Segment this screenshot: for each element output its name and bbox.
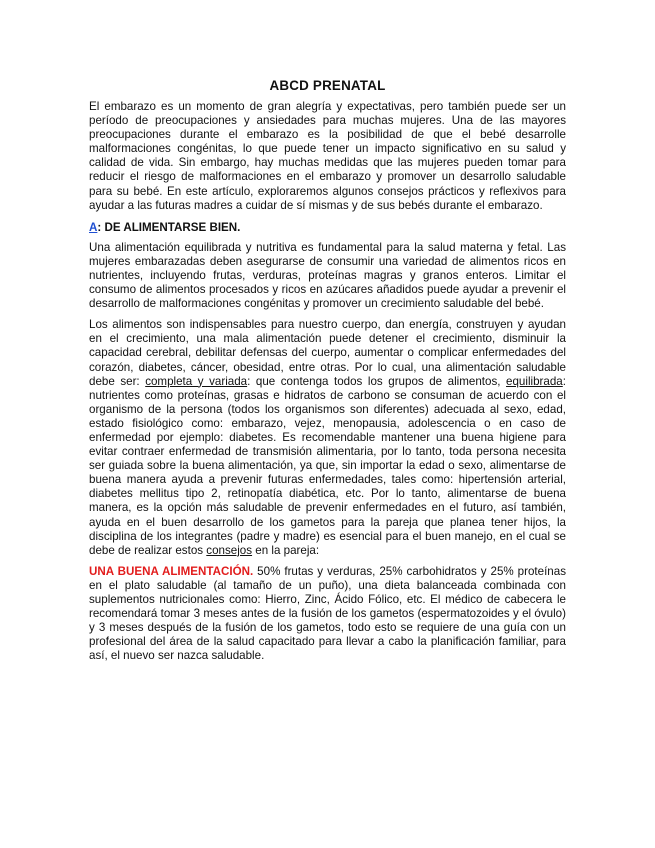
nutrition-paragraph: Una alimentación equilibrada y nutritiva es fundamental para la salud materna y fetal. Las mujeres embarazadas deben asegurarse de consumir una variedad de alimentos ricos en nutrientes, incluyendo frutas, verduras, proteínas magras y granos enteros. Limitar el consumo de alimentos procesados y ricos en azúcares añadidos puede ayudar a prevenir el desarrollo de malformaciones congénitas y promover un crecimiento saludable del bebé. xyxy=(89,240,566,311)
intro-paragraph: El embarazo es un momento de gran alegría y expectativas, pero también puede ser un período de preocupaciones y ansiedades para muchas mujeres. Una de las mayores preocupaciones durante el embarazo es la posibilidad de que el bebé desarrolle malformaciones congénitas, lo que puede tener un impacto significativo en su salud y calidad de vida. Sin embargo, hay muchas medidas que las mujeres pueden tomar para reducir el riesgo de malformaciones en el embarazo y promover un desarrollo saludable para su bebé. En este artículo, exploraremos algunos consejos prácticos y reflexivos para ayudar a las futuras madres a cuidar de sí mismas y de sus bebés durante el embarazo. xyxy=(89,100,566,212)
advice-term: consejos xyxy=(206,543,253,557)
foods-paragraph xyxy=(89,318,566,558)
complete-varied-term: completa y variada xyxy=(145,374,248,388)
good-nutrition-paragraph xyxy=(89,565,566,664)
section-a-heading xyxy=(89,221,566,234)
foods-text-4: en la pareja: xyxy=(252,543,320,557)
document-title: ABCD PRENATAL xyxy=(269,78,386,93)
good-nutrition-highlight: UNA BUENA ALIMENTACIÓN. xyxy=(89,564,254,578)
section-a-title: : DE ALIMENTARSE BIEN. xyxy=(97,220,241,234)
balanced-term: equilibrada xyxy=(506,374,563,388)
foods-text-2: : que contenga todos los grupos de alimentos, xyxy=(247,374,507,388)
good-nutrition-text: 50% frutas y verduras, 25% carbohidratos y 25% proteínas en el plato saludable (al tamaño de un puño), una dieta balanceada combinada con suplementos nutricionales como: Hierro, Zinc, Ácido Fólico, etc. El médico de cabecera le recomendará tomar 3 meses antes de la fusión de los gametos (espermatozoides y el óvulo) y 3 meses después de la fusión de los gametos, todo esto se requiere de una guía con un profesional del área de la salud capacitado para llevar a cabo la planificación familiar, para así, el nuevo ser nazca saludable. xyxy=(89,564,566,663)
section-a-link[interactable]: A xyxy=(89,220,98,234)
foods-text-1: Los alimentos son indispensables para nuestro cuerpo, dan energía, construyen y ayudan en el crecimiento, una mala alimentación puede detener el crecimiento, disminuir la capacidad cerebral, debilitar defensas del cuerpo, aumentar o complicar enfermedades del corazón, diabetes, cáncer, obesidad, entre otras. Por lo cual, una alimentación saludable debe ser: xyxy=(89,318,566,388)
foods-text-3: : nutrientes como proteínas, grasas e hidratos de carbono se consuman de acuerdo con el organismo de la persona (todos los organismos son diferentes) adecuada al sexo, edad, estado fisiológico como: embarazo, vejez, menopausia, adolescencia o en caso de enfermedad por ejemplo: diabetes. Es recomendable mantener una buena higiene para evitar contraer enfermedad de transmisión alimentaria, por lo tanto, toda persona necesita ser guiada sobre la buena alimentación, ya que, sin importar la edad o sexo, alimentarse de buena manera ayuda a prevenir futuras enfermedades, tales como: hipertensión arterial, diabetes mellitus tipo 2, retinopatía diabética, etc. Por lo tanto, alimentarse de buena manera, es la opción más saludable de prevenir enfermedades en el futuro, así también, ayuda en el buen desarrollo de los gametos para la pareja que planea tener hijos, la disciplina de los integrantes (padre y madre) es esencial para el buen manejo, en el cual se debe de realizar estos xyxy=(89,374,566,557)
